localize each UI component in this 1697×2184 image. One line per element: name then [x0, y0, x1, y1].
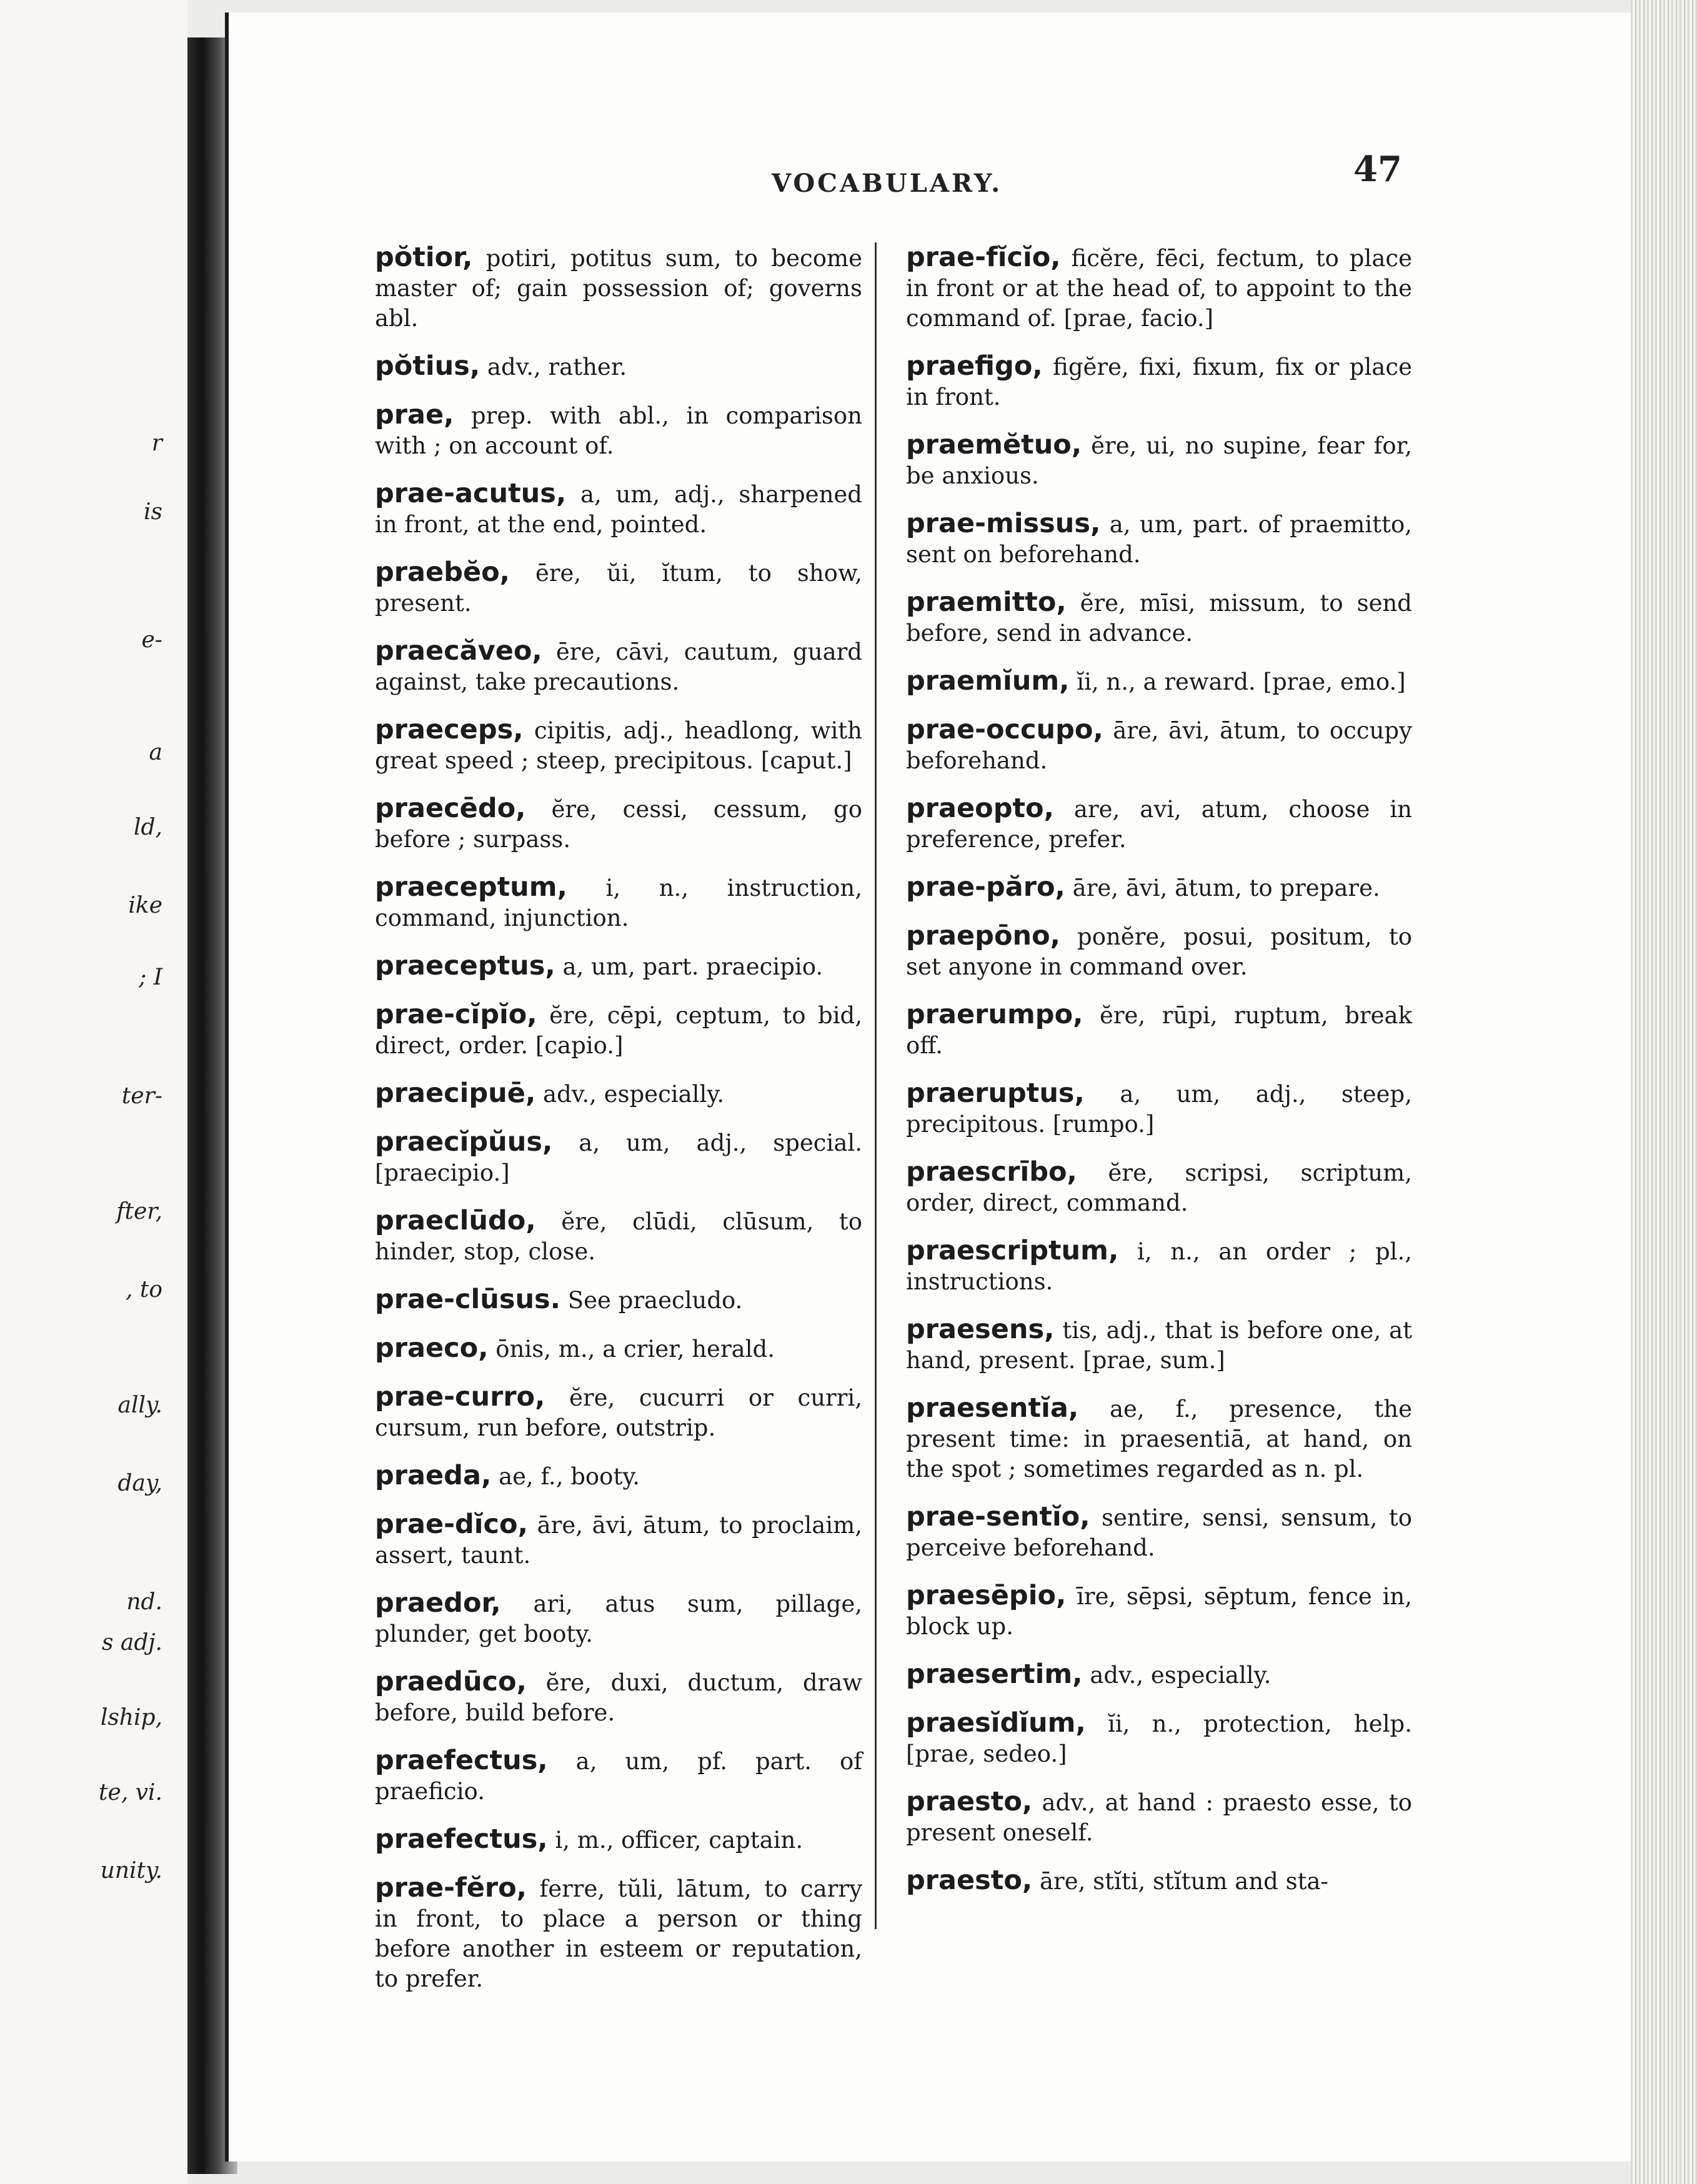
entry-definition: adv., rather. — [480, 354, 627, 380]
entry-headword: praeceptum, — [375, 871, 567, 903]
entry-definition: ĕre, scripsi, scriptum, order, direct, command. — [906, 1159, 1412, 1216]
entry-headword: praesertim, — [906, 1659, 1083, 1690]
entry-definition: ae, f., presence, the present time: in praesentiā, at hand, on the spot ; sometimes regarded as n. pl. — [906, 1396, 1412, 1482]
entry-definition: a, um, part. of praemitto, sent on beforehand. — [906, 511, 1412, 568]
entry-headword: praeceptus, — [375, 950, 555, 981]
entry-definition: ficĕre, fēci, fectum, to place in front or at the head of, to appoint to the command of. [prae, facio.] — [906, 245, 1412, 332]
entry-definition: prep. with abl., in comparison with ; on account of. — [375, 402, 862, 459]
dictionary-entry — [375, 1078, 862, 1109]
entry-headword: praemĭum, — [906, 665, 1070, 697]
dictionary-entry — [906, 921, 1412, 982]
prev-page-fragment: , to — [125, 1277, 162, 1303]
dictionary-entry — [375, 951, 862, 982]
entry-definition: a, um, pf. part. of praeficio. — [375, 1748, 862, 1805]
entry-definition: adv., at hand : praesto esse, to present oneself. — [906, 1789, 1412, 1846]
dictionary-entry — [375, 400, 862, 461]
entry-definition: āre, āvi, ātum, to proclaim, assert, taunt. — [375, 1512, 862, 1569]
entry-definition: a, um, adj., sharpened in front, at the end, pointed. — [375, 481, 862, 538]
entry-headword: praesto, — [906, 1865, 1033, 1896]
dictionary-entry — [375, 872, 862, 933]
entry-definition: ĕre, cessi, cessum, go before ; surpass. — [375, 796, 862, 853]
left-column — [375, 242, 862, 2012]
dictionary-entry — [906, 1157, 1412, 1218]
entry-headword: praebĕo, — [375, 557, 510, 588]
entry-definition: ĕre, cucurri or curri, cursum, run before, outstrip. — [375, 1384, 862, 1441]
dictionary-entry — [906, 666, 1412, 697]
entry-headword: prae-acutus, — [375, 478, 567, 509]
entry-headword: praecipuē, — [375, 1078, 536, 1109]
prev-page-fragment: ; I — [139, 965, 162, 990]
running-header: VOCABULARY. — [772, 169, 1003, 198]
entry-definition: a, um, adj., steep, precipitous. [rumpo.] — [906, 1081, 1412, 1138]
dictionary-entry — [906, 1581, 1412, 1642]
page-number: 47 — [1353, 149, 1402, 190]
dictionary-entry — [906, 715, 1412, 776]
entry-headword: praefectus, — [375, 1824, 548, 1855]
entry-definition: i, m., officer, captain. — [547, 1827, 804, 1854]
entry-definition: a, um, part. praecipio. — [555, 953, 824, 980]
dictionary-entry — [375, 1824, 862, 1855]
entry-definition: sentire, sensi, sensum, to perceive beforehand. — [906, 1504, 1412, 1561]
entry-headword: praeceps, — [375, 714, 524, 745]
entry-definition: are, avi, atum, choose in preference, prefer. — [906, 796, 1412, 853]
entry-headword: pŏtius, — [375, 350, 480, 382]
entry-definition: figĕre, fixi, fixum, fix or place in front. — [906, 354, 1412, 410]
prev-page-fragment: day, — [117, 1471, 162, 1496]
entry-headword: praecăveo, — [375, 635, 542, 667]
entry-definition: ēre, ŭi, ĭtum, to show, present. — [375, 560, 862, 617]
entry-definition: āre, āvi, ātum, to occupy beforehand. — [906, 717, 1412, 774]
entry-headword: praeruptus, — [906, 1078, 1085, 1109]
entry-headword: prae-fĭcĭo, — [906, 242, 1061, 273]
entry-headword: prae-păro, — [906, 871, 1065, 903]
dictionary-entry — [375, 1000, 862, 1061]
entry-definition: ōnis, m., a crier, herald. — [488, 1336, 775, 1363]
entry-headword: praedor, — [375, 1587, 501, 1619]
dictionary-entry — [375, 636, 862, 697]
entry-headword: prae-cĭpĭo, — [375, 999, 537, 1030]
entry-headword: prae, — [375, 399, 454, 430]
prev-page-fragment: e- — [141, 627, 162, 653]
entry-definition: i, n., instruction, command, injunction. — [375, 875, 862, 931]
dictionary-entry — [906, 1659, 1412, 1690]
prev-page-fragment: ike — [128, 893, 162, 918]
dictionary-entry — [906, 872, 1412, 903]
entry-headword: praesens, — [906, 1314, 1055, 1345]
entry-definition: ferre, tŭli, lātum, to carry in front, to place a person or thing before another in esteem or reputation, to prefer. — [375, 1875, 862, 1992]
dictionary-entry — [375, 1333, 862, 1364]
previous-page-margin — [0, 0, 187, 2184]
entry-headword: prae-fĕro, — [375, 1872, 527, 1904]
prev-page-fragment: s adj. — [101, 1630, 162, 1655]
prev-page-fragment: lship, — [100, 1705, 162, 1730]
entry-headword: praepōno, — [906, 920, 1060, 951]
entry-definition: ari, atus sum, pillage, plunder, get booty. — [375, 1591, 862, 1647]
entry-definition: ĕre, rūpi, ruptum, break off. — [906, 1002, 1412, 1059]
entry-definition: potiri, potitus sum, to become master of; gain possession of; governs abl. — [375, 245, 862, 332]
dictionary-entry — [906, 1000, 1412, 1061]
column-divider — [875, 242, 877, 1929]
entry-headword: praeopto, — [906, 793, 1054, 824]
dictionary-entry — [906, 242, 1412, 334]
prev-page-fragment: r — [151, 430, 162, 456]
prev-page-fragment: nd. — [126, 1589, 162, 1615]
entry-definition: ĕre, duxi, ductum, draw before, build before. — [375, 1669, 862, 1726]
dictionary-entry — [906, 1787, 1412, 1848]
dictionary-entry — [375, 1588, 862, 1649]
dictionary-entry — [375, 351, 862, 382]
dictionary-entry — [375, 479, 862, 540]
dictionary-entry — [906, 1314, 1412, 1376]
dictionary-entry — [375, 1127, 862, 1188]
dictionary-entry — [906, 793, 1412, 855]
entry-headword: praerumpo, — [906, 999, 1083, 1030]
entry-definition: ĕre, cēpi, ceptum, to bid, direct, order. [capio.] — [375, 1002, 862, 1059]
entry-definition: adv., especially. — [535, 1081, 725, 1108]
entry-headword: praemĕtuo, — [906, 429, 1082, 460]
prev-page-fragment: fter, — [116, 1199, 162, 1224]
dictionary-entry — [375, 1667, 862, 1728]
dictionary-entry — [375, 557, 862, 618]
dictionary-entry — [375, 242, 862, 334]
entry-headword: praeda, — [375, 1460, 492, 1491]
entry-headword: praesĭdĭum, — [906, 1707, 1086, 1739]
dictionary-entry — [375, 793, 862, 855]
entry-headword: pŏtior, — [375, 242, 473, 273]
entry-definition: ĭi, n., protection, help. [prae, sedeo.] — [906, 1710, 1412, 1767]
entry-definition: īre, sēpsi, sēptum, fence in, block up. — [906, 1583, 1412, 1640]
entry-definition: ēre, cāvi, cautum, guard against, take precautions. — [375, 638, 862, 695]
entry-headword: praesentĭa, — [906, 1392, 1079, 1424]
entry-headword: prae-curro, — [375, 1381, 545, 1412]
dictionary-entry — [375, 1461, 862, 1492]
entry-definition: ĕre, mīsi, missum, to send before, send in advance. — [906, 590, 1412, 647]
dictionary-entry — [906, 1236, 1412, 1297]
prev-page-fragment: ally. — [117, 1392, 162, 1418]
entry-definition: ĕre, clūdi, clūsum, to hinder, stop, close. — [375, 1208, 862, 1265]
entry-headword: prae-occupo, — [906, 714, 1103, 745]
prev-page-fragment: te, vi. — [99, 1780, 162, 1805]
entry-definition: ae, f., booty. — [491, 1463, 640, 1490]
dictionary-entry — [906, 1502, 1412, 1563]
dictionary-entry — [906, 1865, 1412, 1897]
entry-headword: praecēdo, — [375, 793, 526, 824]
prev-page-fragment: a — [149, 740, 162, 765]
entry-definition: See praecludo. — [560, 1287, 743, 1314]
entry-definition: tis, adj., that is before one, at hand, present. [prae, sum.] — [906, 1317, 1412, 1374]
dictionary-entry — [906, 1078, 1412, 1139]
dictionary-entry — [375, 1206, 862, 1267]
dictionary-entry — [375, 715, 862, 776]
entry-headword: prae-clūsus. — [375, 1284, 560, 1315]
entry-definition: adv., especially. — [1082, 1662, 1272, 1689]
dictionary-entry — [906, 509, 1412, 570]
entry-definition: a, um, adj., special. [praecipio.] — [375, 1129, 862, 1186]
dictionary-entry — [375, 1745, 862, 1807]
entry-headword: praemitto, — [906, 587, 1067, 618]
dictionary-entry — [906, 351, 1412, 412]
entry-headword: prae-dĭco, — [375, 1509, 528, 1540]
dictionary-entry — [906, 430, 1412, 491]
entry-definition: ponĕre, posui, positum, to set anyone in command over. — [906, 923, 1412, 980]
dictionary-entry — [375, 1382, 862, 1443]
prev-page-fragment: is — [144, 499, 162, 525]
entry-headword: praescrībo, — [906, 1156, 1077, 1188]
dictionary-entry — [375, 1873, 862, 1994]
entry-definition: āre, stĭti, stĭtum and sta- — [1032, 1868, 1329, 1895]
page-edge-stack — [1631, 0, 1697, 2184]
entry-definition: ĕre, ui, no supine, fear for, be anxious. — [906, 432, 1412, 489]
entry-definition: cipitis, adj., headlong, with great speed ; steep, precipitous. [caput.] — [375, 717, 862, 774]
dictionary-entry — [375, 1509, 862, 1571]
dictionary-entry — [906, 1708, 1412, 1769]
entry-definition: i, n., an order ; pl., instructions. — [906, 1238, 1412, 1295]
dictionary-entry — [375, 1284, 862, 1316]
entry-headword: praescriptum, — [906, 1235, 1119, 1266]
entry-headword: praesto, — [906, 1786, 1033, 1817]
dictionary-entry — [906, 1393, 1412, 1484]
entry-definition: ĭi, n., a reward. [prae, emo.] — [1069, 668, 1406, 695]
entry-headword: prae-sentĭo, — [906, 1501, 1090, 1532]
entry-headword: praeclūdo, — [375, 1205, 536, 1236]
entry-definition: āre, āvi, ātum, to prepare. — [1065, 875, 1380, 901]
entry-headword: praefectus, — [375, 1745, 548, 1776]
prev-page-fragment: unity. — [100, 1858, 162, 1884]
prev-page-fragment: ter- — [121, 1083, 162, 1109]
entry-headword: praeco, — [375, 1333, 489, 1364]
right-column — [906, 242, 1412, 1914]
entry-headword: praedūco, — [375, 1666, 527, 1697]
entry-headword: prae-missus, — [906, 508, 1101, 539]
entry-headword: praesēpio, — [906, 1580, 1067, 1611]
entry-headword: praecĭpŭus, — [375, 1126, 553, 1158]
entry-headword: praefigo, — [906, 350, 1043, 382]
dictionary-entry — [906, 587, 1412, 648]
prev-page-fragment: ld, — [133, 815, 162, 840]
